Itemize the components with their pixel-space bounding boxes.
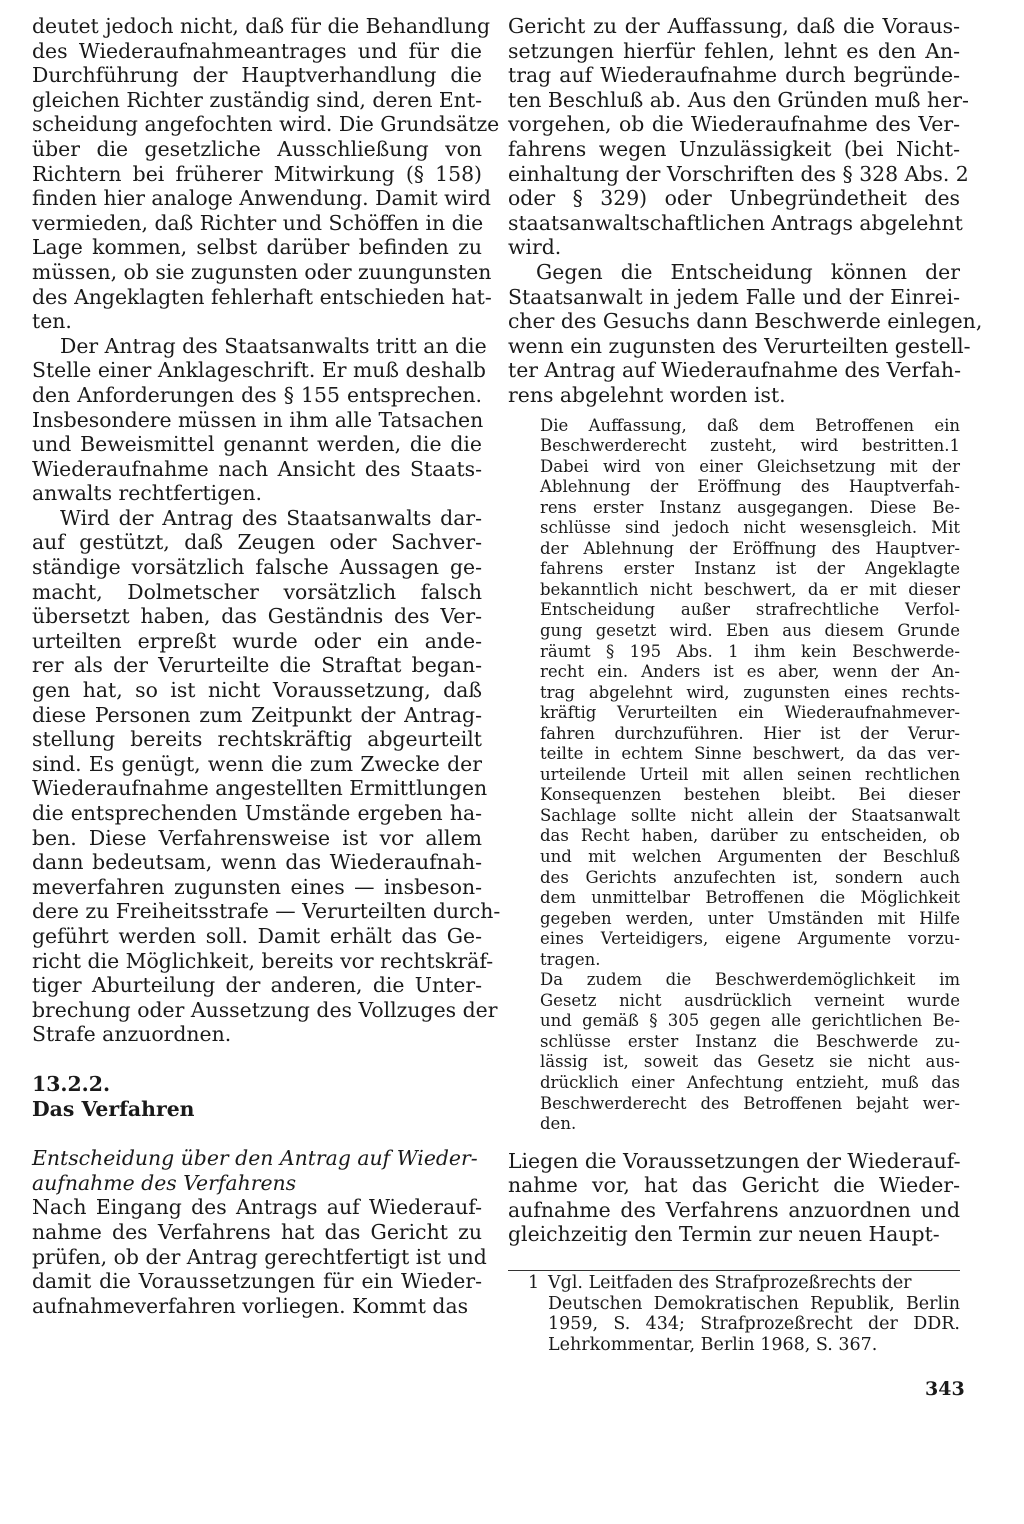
text-line: das Recht haben, darüber zu entscheiden, ob [540, 826, 960, 846]
text-line: rens abgelehnt worden ist. [508, 382, 786, 407]
left-column [32, 14, 501, 1318]
footnote-line: Deutschen Demokratischen Republik, Berlin [548, 1293, 960, 1314]
text-line: Lage kommen, selbst darüber befinden zu [32, 235, 482, 260]
paragraph [32, 333, 487, 506]
text-line: damit die Voraussetzungen für ein Wieder- [32, 1269, 482, 1294]
text-line: übersetzt haben, das Geständnis des Ver- [32, 604, 482, 629]
text-line: Ablehnung der Eröffnung des Hauptverfah- [540, 477, 960, 497]
text-line: dann bedeutsam, wenn das Wiederaufnah- [32, 850, 482, 875]
text-line: finden hier analoge Anwendung. Damit wird [32, 186, 491, 211]
text-line: Die Auffassung, daß dem Betroffenen ein [540, 415, 960, 435]
text-line: der Ablehnung der Eröffnung des Hauptver- [540, 538, 960, 558]
text-line: müssen, ob sie zugunsten oder zuungunsten [32, 259, 492, 284]
text-line: schlüsse sind jedoch nicht wesensgleich. Mit [540, 518, 960, 538]
text-line: prüfen, ob der Antrag gerechtfertigt ist und [32, 1244, 487, 1269]
footnote-text: Vgl. Leitfaden des Strafprozeßrechts der [548, 1273, 912, 1293]
text-line: fahren durchzuführen. Hier ist der Verur- [540, 723, 960, 743]
text-line: ständige vorsätzlich falsche Aussagen ge- [32, 555, 482, 580]
text-line: Wiederaufnahme angestellten Ermittlungen [32, 776, 488, 801]
text-line: den Anforderungen des § 155 entsprechen. [32, 382, 482, 407]
text-line: und Beweismittel genannt werden, die die [32, 432, 482, 457]
text-line: Wird der Antrag des Staatsanwalts dar- [60, 505, 482, 530]
text-line: vermieden, daß Richter und Schöffen in die [32, 210, 484, 235]
text-line: 13.2.2. [32, 1071, 111, 1096]
text-line: Beschwerderecht des Betroffenen bejaht wer- [540, 1093, 960, 1113]
text-line: teilte in echtem Sinne beschwert, da das ver- [540, 744, 960, 764]
text-line: Entscheidung außer strafrechtliche Verfol- [540, 600, 960, 620]
text-line: wird. [508, 235, 562, 260]
text-line: eines Verteidigers, eigene Argumente vorzu- [540, 929, 960, 949]
text-line: lässig ist, soweit das Gesetz sie nicht aus- [540, 1052, 960, 1072]
text-line: oder § 329) oder Unbegründetheit des [508, 186, 960, 211]
text-line: rens erster Instanz ausgegangen. Diese Be- [540, 497, 960, 517]
text-line: Sachlage sollte nicht allein der Staatsanwalt [540, 805, 960, 825]
text-line: gleichzeitig den Termin zur neuen Haupt- [508, 1222, 940, 1247]
text-line: Da zudem die Beschwerdemöglichkeit im [540, 970, 960, 990]
text-line: cher des Gesuchs dann Beschwerde einlegen, [508, 309, 983, 334]
text-line: über die gesetzliche Ausschließung von [32, 136, 482, 161]
text-line: diese Personen zum Zeitpunkt der Antrag- [32, 702, 482, 727]
text-line: trag auf Wiederaufnahme durch begründe- [508, 63, 960, 88]
footnote-line: Lehrkommentar, Berlin 1968, S. 367. [548, 1334, 878, 1355]
text-line: Gesetz nicht ausdrücklich verneint wurde [540, 990, 960, 1010]
text-line: ter Antrag auf Wiederaufnahme des Verfah- [508, 358, 961, 383]
text-line: staatsanwaltschaftlichen Antrags abgelehnt [508, 210, 963, 235]
text-line: ten. [32, 309, 72, 334]
text-line: Insbesondere müssen in ihm alle Tatsachen [32, 407, 484, 432]
text-line: nahme des Verfahrens hat das Gericht zu [32, 1219, 482, 1244]
text-line: deutet jedoch nicht, daß für die Behandlung [32, 14, 491, 38]
text-line: Stelle einer Anklageschrift. Er muß deshalb [32, 358, 486, 383]
text-line: scheidung angefochten wird. Die Grundsätze [32, 112, 500, 137]
text-line: Das Verfahren [32, 1096, 195, 1121]
text-line: trag abgelehnt wird, zugunsten eines rechts- [540, 682, 960, 702]
text-line: ben. Diese Verfahrensweise ist vor allem [32, 825, 482, 850]
text-line: räumt § 195 Abs. 1 ihm kein Beschwerde- [540, 641, 960, 661]
text-line: tragen. [540, 949, 601, 969]
text-line: anwalts rechtfertigen. [32, 481, 262, 506]
text-line: schlüsse erster Instanz die Beschwerde zu- [540, 1031, 960, 1051]
text-line: Der Antrag des Staatsanwalts tritt an die [60, 333, 487, 358]
text-line: fahrens erster Instanz ist der Angeklagte [540, 559, 960, 579]
text-line: tiger Aburteilung der anderen, die Unter- [32, 973, 482, 998]
text-line: Konsequenzen bestehen bleibt. Bei dieser [540, 785, 960, 805]
text-line: Dabei wird von einer Gleichsetzung mit der [540, 456, 960, 476]
text-line: stellung bereits rechtskräftig abgeurteilt [32, 727, 482, 752]
text-line: ten Beschluß ab. Aus den Gründen muß her- [508, 87, 969, 112]
text-line: Gericht zu der Auffassung, daß die Voraus- [508, 14, 960, 38]
text-line: gleichen Richter zuständig sind, deren Ent- [32, 87, 483, 112]
text-line: Wiederaufnahme nach Ansicht des Staats- [32, 456, 482, 481]
text-line: Strafe anzuordnen. [32, 1022, 232, 1047]
footnote-marker: 1 [528, 1273, 540, 1293]
section-heading [32, 1072, 482, 1121]
text-line: bekanntlich nicht beschwert, da er mit dieser [540, 579, 960, 599]
text-line: Richtern bei früherer Mitwirkung (§ 158) [32, 161, 482, 186]
text-line: und gemäß § 305 gegen alle gerichtlichen Be- [540, 1011, 960, 1031]
text-line: gegeben werden, unter Umständen mit Hilfe [540, 908, 960, 928]
text-line: des Wiederaufnahmeantrages und für die [32, 38, 482, 63]
text-line: Durchführung der Hauptverhandlung die [32, 63, 482, 88]
text-line: dere zu Freiheitsstrafe — Verurteilten durch- [32, 899, 501, 924]
text-line: Beschwerderecht zusteht, wird bestritten.1 [540, 436, 960, 456]
text-line: fahrens wegen Unzulässigkeit (bei Nicht- [508, 136, 960, 161]
text-line: des Angeklagten fehlerhaft entschieden hat- [32, 284, 492, 309]
text-line: Gegen die Entscheidung können der [536, 259, 960, 284]
small-print-note [508, 416, 960, 971]
text-line: kräftig Verurteilten ein Wiederaufnahmever- [540, 703, 960, 723]
text-line: einhaltung der Vorschriften des § 328 Abs. 2 [508, 161, 969, 186]
text-line: dem unmittelbar Betroffenen die Möglichkeit [540, 888, 960, 908]
text-line: nahme vor, hat das Gericht die Wieder- [508, 1173, 960, 1198]
paragraph [32, 1195, 487, 1318]
text-line: aufnahme des Verfahrens anzuordnen und [508, 1197, 960, 1222]
small-print-note [508, 970, 960, 1134]
paragraph [508, 259, 983, 408]
paragraph [508, 14, 969, 260]
text-line: Staatsanwalt in jedem Falle und der Einrei- [508, 284, 960, 309]
footnote [508, 1270, 960, 1355]
text-line: wenn ein zugunsten des Verurteilten gestell- [508, 333, 971, 358]
text-line: brechung oder Aussetzung des Vollzuges der [32, 997, 498, 1022]
right-column [508, 14, 983, 1247]
text-line: recht ein. Anders ist es aber, wenn der An- [540, 662, 960, 682]
text-line: aufnahmeverfahren vorliegen. Kommt das [32, 1293, 469, 1318]
text-line: urteilten erpreßt wurde oder ein ande- [32, 628, 482, 653]
paragraph [32, 14, 500, 334]
footnote-line: 1959, S. 434; Strafprozeßrecht der DDR. [548, 1314, 960, 1334]
page-number: 343 [925, 1378, 965, 1400]
text-line: Entscheidung über den Antrag auf Wieder- [32, 1146, 478, 1171]
text-line: meverfahren zugunsten eines — insbeson- [32, 874, 482, 899]
paragraph [508, 1149, 960, 1247]
text-line: auf gestützt, daß Zeugen oder Sachver- [32, 530, 482, 555]
paragraph [32, 505, 501, 1047]
text-line: urteilende Urteil mit allen seinen rechtlichen [540, 764, 960, 784]
text-line: rer als der Verurteilte die Straftat began- [32, 653, 482, 678]
text-line: und mit welchen Argumenten der Beschluß [540, 846, 960, 866]
text-line: die entsprechenden Umstände ergeben ha- [32, 801, 482, 825]
text-line: gung gesetzt wird. Eben aus diesem Grunde [540, 620, 960, 640]
text-line: sind. Es genügt, wenn die zum Zwecke der [32, 751, 482, 776]
text-line: macht, Dolmetscher vorsätzlich falsch [32, 579, 482, 604]
text-line: geführt werden soll. Damit erhält das Ge- [32, 923, 482, 948]
text-line: richt die Möglichkeit, bereits vor rechtskräf- [32, 948, 494, 973]
text-line: den. [540, 1114, 577, 1134]
text-line: Nach Eingang des Antrags auf Wiederauf- [32, 1195, 482, 1220]
text-line: setzungen hierfür fehlen, lehnt es den An- [508, 38, 960, 63]
text-line: gen hat, so ist nicht Voraussetzung, daß [32, 678, 482, 703]
text-line: Liegen die Voraussetzungen der Wiederauf- [508, 1148, 961, 1173]
text-line: aufnahme des Verfahrens [32, 1170, 297, 1195]
text-line: des Gerichts anzufechten ist, sondern auch [540, 867, 960, 887]
subsection-heading [32, 1146, 482, 1195]
footnote-line [508, 1273, 960, 1294]
text-line: drücklich einer Anfechtung entzieht, muß das [540, 1073, 960, 1092]
text-line: vorgehen, ob die Wiederaufnahme des Ver- [508, 112, 960, 137]
